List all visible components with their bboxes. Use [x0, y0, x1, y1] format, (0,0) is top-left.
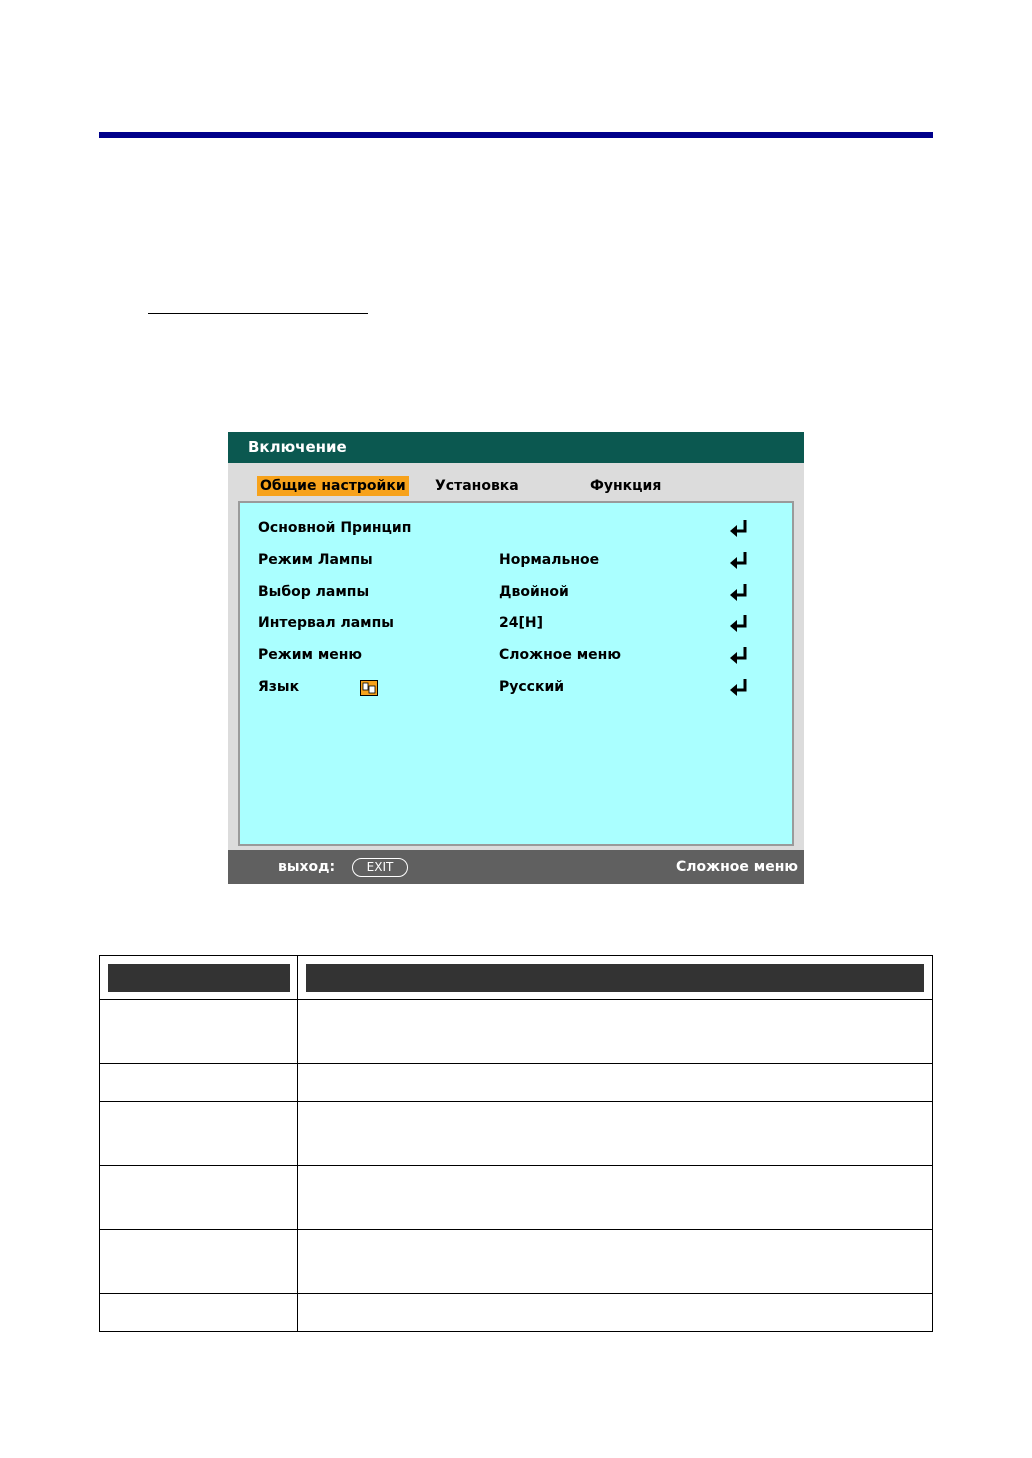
exit-button[interactable]: EXIT	[352, 858, 408, 877]
column-divider	[297, 956, 298, 1331]
menu-row-lamp-interval[interactable]	[240, 611, 792, 635]
exit-label: выход:	[278, 859, 336, 875]
table-row	[100, 1294, 932, 1331]
header-rule	[99, 132, 933, 138]
enter-arrow-icon[interactable]	[728, 519, 750, 537]
menu-row-lamp-mode[interactable]	[240, 548, 792, 572]
settings-table	[99, 955, 933, 1332]
enter-arrow-icon[interactable]	[728, 614, 750, 632]
table-row	[100, 1102, 932, 1166]
row-label: Режим Лампы	[258, 552, 373, 568]
row-value: Двойной	[499, 584, 569, 600]
menu-row-language[interactable]	[240, 675, 792, 699]
osd-menu-window	[228, 432, 804, 884]
row-value: Нормальное	[499, 552, 600, 568]
row-label: Выбор лампы	[258, 584, 370, 600]
tab-setup[interactable]: Установка	[435, 478, 519, 494]
link-underline	[148, 313, 368, 314]
table-header-cell-description	[306, 964, 924, 992]
tab-general-settings[interactable]: Общие настройки	[257, 476, 409, 496]
row-value: Сложное меню	[499, 647, 621, 663]
row-label: Режим меню	[258, 647, 363, 663]
table-row	[100, 1166, 932, 1230]
tab-function[interactable]: Функция	[590, 478, 662, 494]
enter-arrow-icon[interactable]	[728, 646, 750, 664]
menu-row-menu-mode[interactable]	[240, 643, 792, 667]
row-value: Русский	[499, 679, 565, 695]
menu-row-basic-principle[interactable]	[240, 516, 792, 540]
row-label: Основной Принцип	[258, 520, 412, 536]
enter-arrow-icon[interactable]	[728, 583, 750, 601]
row-value: 24[H]	[499, 615, 543, 631]
osd-title: Включение	[228, 432, 804, 463]
menu-row-lamp-select[interactable]	[240, 580, 792, 604]
table-row	[100, 1000, 932, 1064]
footer-menu-mode: Сложное меню	[676, 859, 798, 875]
osd-settings-panel	[238, 501, 794, 846]
enter-arrow-icon[interactable]	[728, 551, 750, 569]
table-row	[100, 1230, 932, 1294]
table-row	[100, 1064, 932, 1102]
table-header-cell-name	[108, 964, 290, 992]
enter-arrow-icon[interactable]	[728, 678, 750, 696]
row-label: Интервал лампы	[258, 615, 394, 631]
osd-footer	[228, 850, 804, 884]
language-icon	[360, 680, 378, 696]
row-label: Язык	[258, 679, 300, 695]
table-header	[100, 956, 932, 1000]
